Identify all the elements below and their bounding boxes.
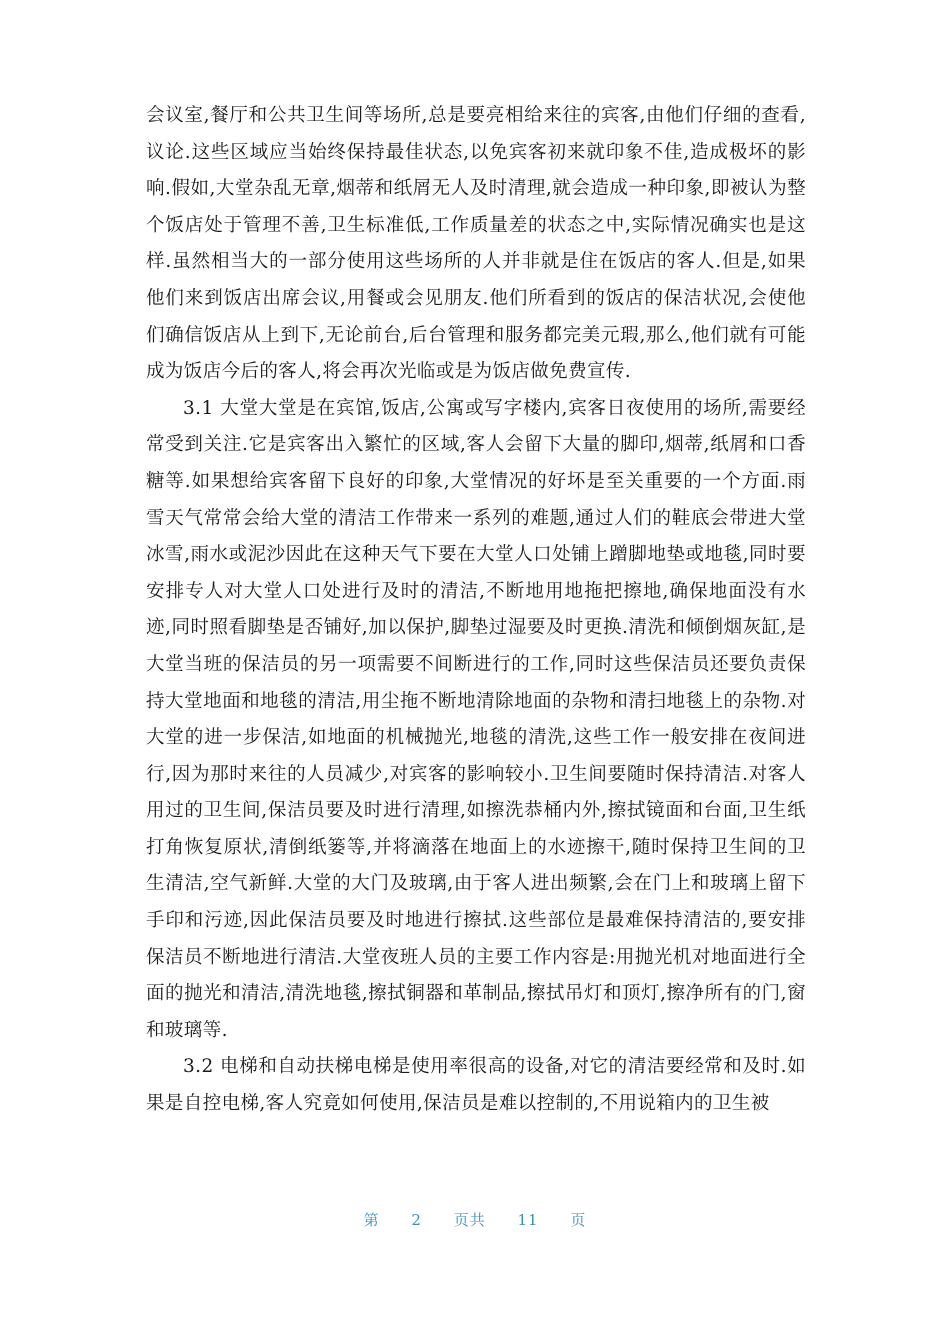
paragraph-section-3-1-lobby: 3.1 大堂大堂是在宾馆,饭店,公寓或写字楼内,宾客日夜使用的场所,需要经常受到关注.它是宾客出入繁忙的区域,客人会留下大量的脚印,烟蒂,纸屑和口香糖等.如果想给宾客留下良好的印象,大堂情况的好坏是至关重要的一个方面.雨雪天气常常会给大堂的清洁工作带来一系列的难题,通过人们的鞋底会带进大堂冰雪,雨水或泥沙因此在这种天气下要在大堂人口处铺上蹭脚地垫或地毯,同时要安排专人对大堂人口处进行及时的清洁,不断地用地拖把擦地,确保地面没有水迹,同时照看脚垫是否铺好,加以保护,脚垫过湿要及时更换.清洗和倾倒烟灰缸,是大堂当班的保洁员的另一项需要不间断进行的工作,同时这些保洁员还要负责保持大堂地面和地毯的清洁,用尘拖不断地清除地面的杂物和清扫地毯上的杂物.对大堂的进一步保洁,如地面的机械抛光,地毯的清洗,这些工作一般安排在夜间进行,因为那时来往的人员减少,对宾客的影响较小.卫生间要随时保持清洁.对客人用过的卫生间,保洁员要及时进行清理,如擦洗恭桶内外,擦拭镜面和台面,卫生纸打角恢复原状,清倒纸篓等,并将滴落在地面上的水迹擦干,随时保持卫生间的卫生清洁,空气新鲜.大堂的大门及玻璃,由于客人进出频繁,会在门上和玻璃上留下手印和污迹,因此保洁员要及时地进行擦拭.这些部位是最难保持清洁的,要安排保洁员不断地进行清洁.大堂夜班人员的主要工作内容是:用抛光机对地面进行全面的抛光和清洁,清洗地毯,擦拭铜器和革制品,擦拭吊灯和顶灯,擦净所有的门,窗和玻璃等.: [146, 397, 806, 1041]
document-body: [146, 98, 806, 1123]
page-label-prefix: 第: [363, 1211, 380, 1229]
page-label-middle: 页共: [453, 1211, 486, 1229]
page-number: 2: [411, 1211, 422, 1229]
paragraph-intro-continued: 会议室,餐厅和公共卫生间等场所,总是要亮相给来往的宾客,由他们仔细的查看,议论.这些区域应当始终保持最佳状态,以免宾客初来就印象不佳,造成极坏的影响.假如,大堂杂乱无章,烟蒂和纸屑无人及时清理,就会造成一种印象,即被认为整个饭店处于管理不善,卫生标准低,工作质量差的状态之中,实际情况确实也是这样.虽然相当大的一部分使用这些场所的人并非就是住在饭店的客人.但是,如果他们来到饭店出席会议,用餐或会见朋友.他们所看到的饭店的保洁状况,会使他们确信饭店从上到下,无论前台,后台管理和服务都完美元瑕,那么,他们就有可能成为饭店今后的客人,将会再次光临或是为饭店做免费宣传.: [146, 105, 806, 383]
paragraph-section-3-2-elevators: 3.2 电梯和自动扶梯电梯是使用率很高的设备,对它的清洁要经常和及时.如果是自控电梯,客人究竟如何使用,保洁员是难以控制的,不用说箱内的卫生被: [146, 1056, 806, 1115]
page-label-suffix: 页: [570, 1211, 587, 1229]
page-footer: [0, 1209, 950, 1230]
total-pages: 11: [517, 1211, 539, 1229]
